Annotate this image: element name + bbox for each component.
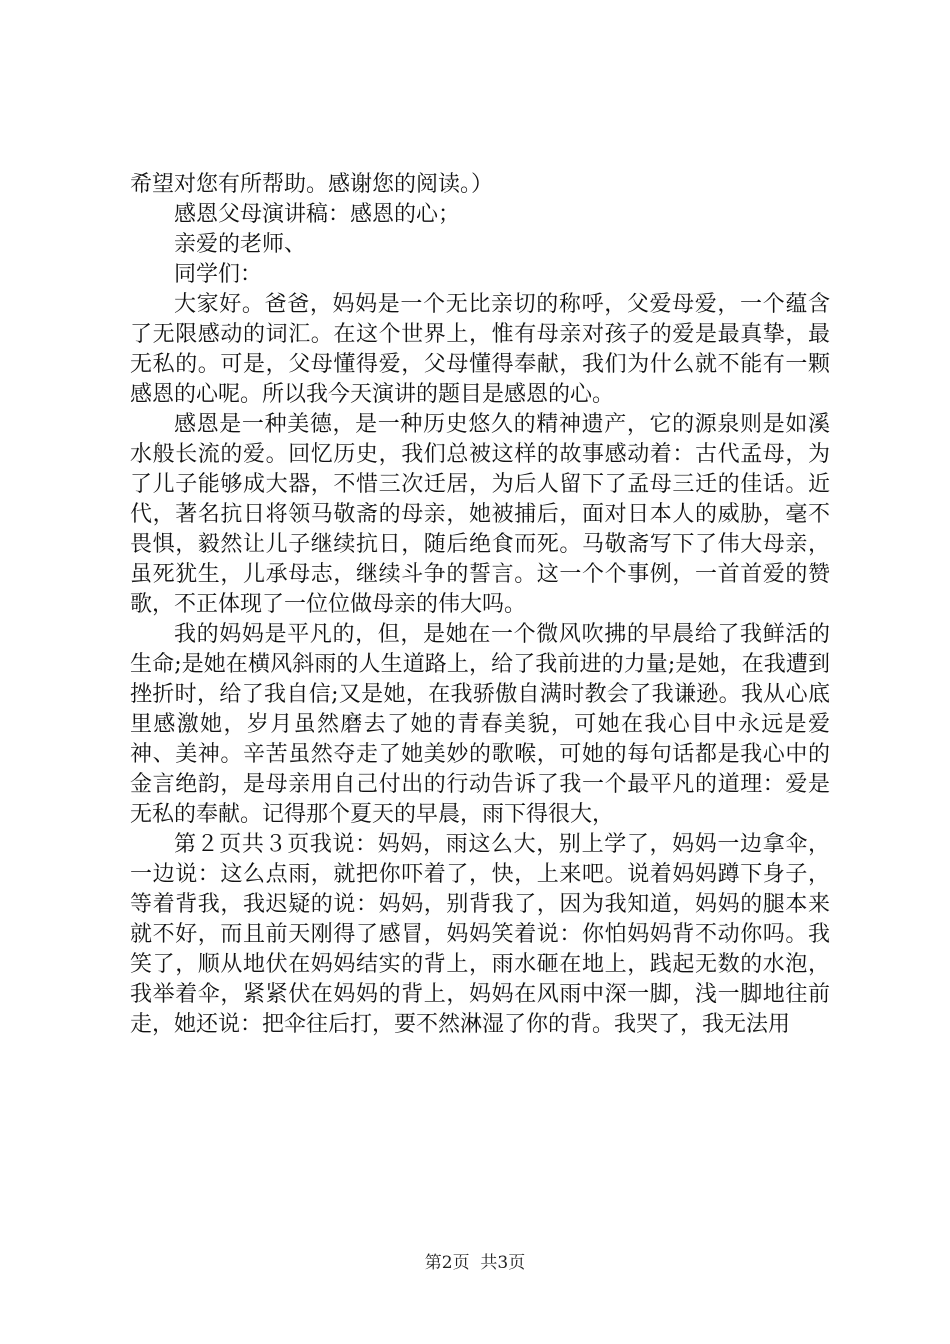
paragraph-3: 同学们： (174, 262, 263, 287)
paragraph-6: 我的妈妈是平凡的，但，是她在一个微风吹拂的早晨给了我鲜活的生命;是她在横风斜雨的人生道路上，给了我前进的力量;是她，在我遭到挫折时，给了我自信;又是她，在我骄傲自满时教会了我谦逊。我从心底里感激她，岁月虽然磨去了她的青春美貌，可她在我心目中永远是爱神、美神。辛苦虽然夺走了她美妙的歌喉，可她的每句话都是我心中的金言绝韵，是母亲用自己付出的行动告诉了我一个最平凡的道理：爱是无私的奉献。记得那个夏天的早晨，雨下得很大， (130, 622, 830, 827)
paragraph-4: 大家好。爸爸，妈妈是一个无比亲切的称呼，父爱母爱，一个蕴含了无限感动的词汇。在这个世界上，惟有母亲对孩子的爱是最真挚，最无私的。可是，父母懂得爱，父母懂得奉献，我们为什么就不能有一颗感恩的心呢。所以我今天演讲的题目是感恩的心。 (130, 292, 830, 407)
paragraph-0: 希望对您有所帮助。感谢您的阅读。） (130, 172, 494, 197)
paragraph-2: 亲爱的老师、 (174, 232, 307, 257)
paragraph-5: 感恩是一种美德，是一种历史悠久的精神遗产，它的源泉则是如溪水般长流的爱。回忆历史，我们总被这样的故事感动着：古代孟母，为了儿子能够成大器，不惜三次迁居，为后人留下了孟母三迁的佳话。近代，著名抗日将领马敬斋的母亲，她被捕后，面对日本人的威胁，毫不畏惧，毅然让儿子继续抗日，随后绝食而死。马敬斋写下了伟大母亲，虽死犹生，儿承母志，继续斗争的誓言。这一个个事例，一首首爱的赞歌，不正体现了一位位做母亲的伟大吗。 (130, 412, 830, 617)
page-footer: 第2页 共3页 (424, 1253, 526, 1273)
paragraph-7: 第２页共３页我说：妈妈，雨这么大，别上学了，妈妈一边拿伞，一边说：这么点雨，就把你吓着了，快，上来吧。说着妈妈蹲下身子，等着背我，我迟疑的说：妈妈，别背我了，因为我知道，妈妈的腿本来就不好，而且前天刚得了感冒，妈妈笑着说：你怕妈妈背不动你吗。我笑了，顺从地伏在妈妈结实的背上，雨水砸在地上，践起无数的水泡，我举着伞，紧紧伏在妈妈的背上，妈妈在风雨中深一脚，浅一脚地往前走，她还说：把伞往后打，要不然淋湿了你的背。我哭了，我无法用 (130, 832, 830, 1037)
paragraph-1: 感恩父母演讲稿：感恩的心； (174, 202, 461, 227)
document-body (130, 170, 830, 1040)
